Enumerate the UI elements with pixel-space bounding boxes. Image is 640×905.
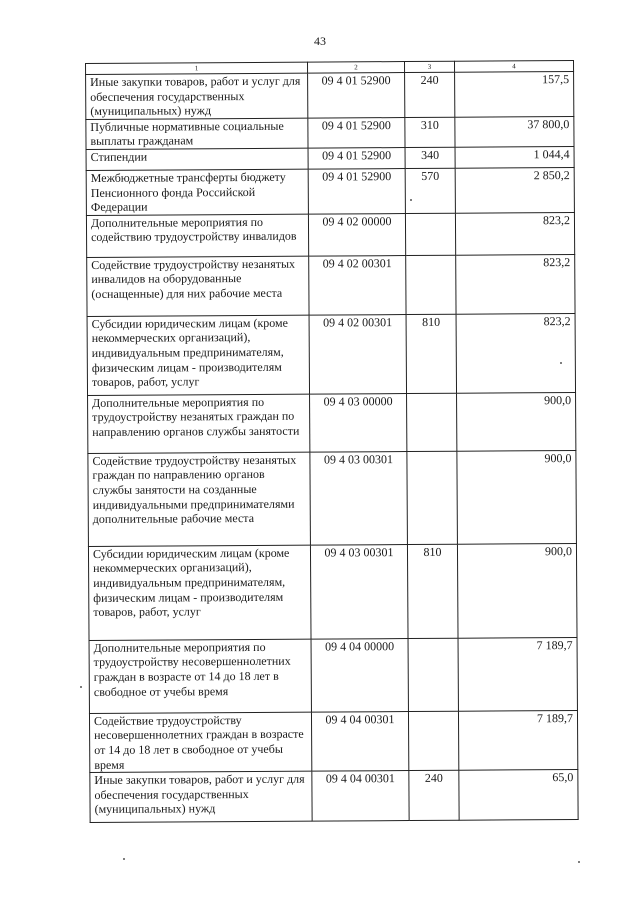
- row-sum: 37 800,0: [455, 116, 574, 147]
- row-name: Дополнительные мероприятия по трудоустройству незанятых граждан по направлению органов службы занятости: [88, 394, 310, 453]
- table-row: [87, 254, 575, 316]
- header-col-1: 1: [86, 62, 308, 74]
- row-kvr: [407, 393, 457, 451]
- row-sum: 65,0: [459, 770, 578, 821]
- budget-table: [85, 60, 579, 823]
- row-name: Содействие трудоустройству незанятых граждан по направлению органов службы занятости на созданные индивидуальными предпринимателями дополнительные рабочие места: [88, 452, 311, 546]
- row-code: 09 4 02 00301: [309, 255, 406, 315]
- row-sum: 900,0: [457, 450, 577, 544]
- row-sum: 900,0: [457, 392, 576, 451]
- row-kvr: [408, 711, 458, 771]
- row-name: Субсидии юридическим лицам (кроме некоммерческих организаций), индивидуальным предпринимателям, физическим лицам - производителям товаров, работ, услуг: [88, 545, 311, 640]
- table-row: [88, 543, 577, 640]
- row-sum: 7 189,7: [458, 710, 577, 770]
- row-sum: 7 189,7: [458, 637, 577, 711]
- row-kvr: 240: [409, 770, 459, 820]
- row-sum: 157,5: [455, 72, 574, 118]
- row-kvr: 240: [405, 72, 455, 117]
- row-kvr: 810: [407, 544, 458, 638]
- table-row: [90, 770, 578, 823]
- row-sum: 823,2: [456, 254, 575, 314]
- row-name: Иные закупки товаров, работ и услуг для обеспечения государственных (муниципальных) нужд: [90, 771, 312, 822]
- row-kvr: [405, 213, 455, 255]
- scan-speck: [560, 362, 562, 364]
- row-kvr: [406, 255, 456, 314]
- scan-speck: [123, 858, 125, 860]
- row-kvr: 810: [406, 314, 456, 393]
- scan-speck: [410, 199, 412, 201]
- row-code: 09 4 03 00301: [310, 544, 408, 639]
- header-col-2: 2: [307, 62, 404, 74]
- row-name: Содействие трудоустройству несовершеннолетних граждан в возрасте от 14 до 18 лет в свободное от учебы время: [89, 712, 311, 773]
- row-name: Субсидии юридическим лицам (кроме некоммерческих организаций), индивидуальным предпринимателям, физическим лицам - производителям товаров, работ, услуг: [87, 315, 309, 395]
- row-sum: 823,2: [455, 212, 574, 255]
- scan-speck: [578, 861, 580, 863]
- table-row: [86, 212, 574, 257]
- row-sum: 2 850,2: [455, 167, 574, 213]
- row-sum: 900,0: [457, 543, 577, 638]
- row-code: 09 4 03 00000: [310, 393, 407, 452]
- header-col-4: 4: [454, 61, 573, 73]
- row-kvr: [408, 638, 458, 711]
- row-name: Дополнительные мероприятия по трудоустройству несовершеннолетних граждан в возрасте от 14 до 18 лет в свободное от учебы время: [89, 639, 311, 713]
- row-code: 09 4 02 00000: [308, 213, 405, 256]
- table-row: [88, 392, 576, 453]
- table-row: [89, 710, 577, 772]
- row-code: 09 4 01 52900: [308, 73, 405, 118]
- row-name: Дополнительные мероприятия по содействию трудоустройству инвалидов: [86, 214, 308, 257]
- scan-speck: [80, 686, 82, 688]
- row-code: 09 4 03 00301: [310, 451, 408, 545]
- page-number: 43: [314, 34, 326, 48]
- table-row: [86, 167, 574, 215]
- table-row: [86, 146, 574, 170]
- table-row: [87, 313, 575, 395]
- row-code: 09 4 01 52900: [308, 169, 405, 214]
- row-code: 09 4 04 00301: [311, 711, 408, 771]
- table-row: [86, 72, 574, 120]
- row-sum: 1 044,4: [455, 146, 574, 168]
- table-row: [86, 116, 574, 149]
- row-kvr: 340: [405, 147, 455, 168]
- row-sum: 823,2: [456, 313, 575, 393]
- row-code: 09 4 04 00000: [311, 638, 408, 712]
- row-name: Иные закупки товаров, работ и услуг для обеспечения государственных (муниципальных) нужд: [86, 73, 308, 119]
- row-name: Содействие трудоустройству незанятых инвалидов на оборудованные (оснащенные) для них рабочие места: [87, 256, 309, 316]
- row-code: 09 4 01 52900: [308, 148, 405, 170]
- row-code: 09 4 01 52900: [308, 117, 405, 148]
- row-kvr: [407, 451, 458, 544]
- table-row: [89, 637, 577, 713]
- table-row: [88, 450, 577, 546]
- row-name: Стипендии: [86, 148, 308, 170]
- row-kvr: 570: [405, 168, 455, 213]
- row-code: 09 4 04 00301: [312, 771, 409, 822]
- row-code: 09 4 02 00301: [309, 314, 406, 394]
- row-name: Публичные нормативные социальные выплаты гражданам: [86, 118, 308, 150]
- header-col-3: 3: [404, 61, 454, 72]
- row-kvr: 310: [405, 117, 455, 147]
- row-name: Межбюджетные трансферты бюджету Пенсионного фонда Российской Федерации: [86, 169, 308, 215]
